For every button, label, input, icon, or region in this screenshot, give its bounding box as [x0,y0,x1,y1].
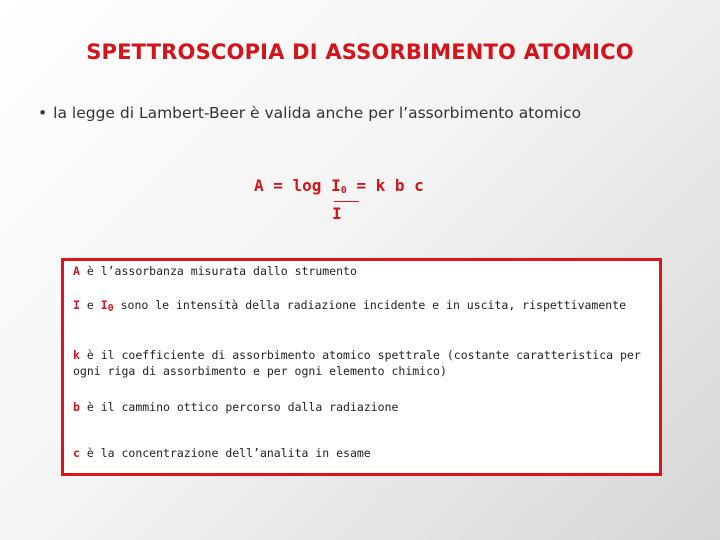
definition-text: è il coefficiente di assorbimento atomico spettrale (costante caratteristica per ogni riga di assorbimento e per ogni elemento chimico) [73,348,641,378]
bullet-item [38,104,581,122]
definition-text: sono le intensità della radiazione incidente e in uscita, rispettivamente [113,298,627,312]
symbol-I0 [101,298,114,312]
symbol-I0-subscript: 0 [107,303,114,314]
bullet-dot-icon: • [38,104,48,122]
lambert-beer-formula [254,176,494,226]
symbol-A: A [73,264,80,278]
fraction-bar [334,201,359,202]
definition-absorbance [73,263,653,279]
definition-coefficient [73,347,653,379]
formula-rhs: = k b c [346,176,424,195]
symbol-b: b [73,400,80,414]
definition-text: è il cammino ottico percorso dalla radiazione [79,400,399,414]
formula-lhs: A = log I [254,176,341,195]
symbol-I0-base: I [100,298,108,312]
definition-text: è l’assorbanza misurata dallo strumento [79,264,357,278]
bullet-text: la legge di Lambert-Beer è valida anche per l’assorbimento atomico [53,104,582,122]
formula-numerator-line [254,176,424,196]
definitions-box [61,258,662,476]
definition-text: è la concentrazione dell’analita in esame [79,446,371,460]
definition-intensity [73,297,653,317]
symbol-I: I [73,298,80,312]
formula-denominator: I [332,204,342,223]
symbol-c: c [73,446,80,460]
slide-title: SPETTROSCOPIA DI ASSORBIMENTO ATOMICO [86,40,634,64]
symbol-k: k [73,348,80,362]
definition-path-length [73,399,653,415]
formula-subscript: 0 [340,185,347,196]
definition-connector: e [79,298,101,312]
definition-concentration [73,445,653,461]
